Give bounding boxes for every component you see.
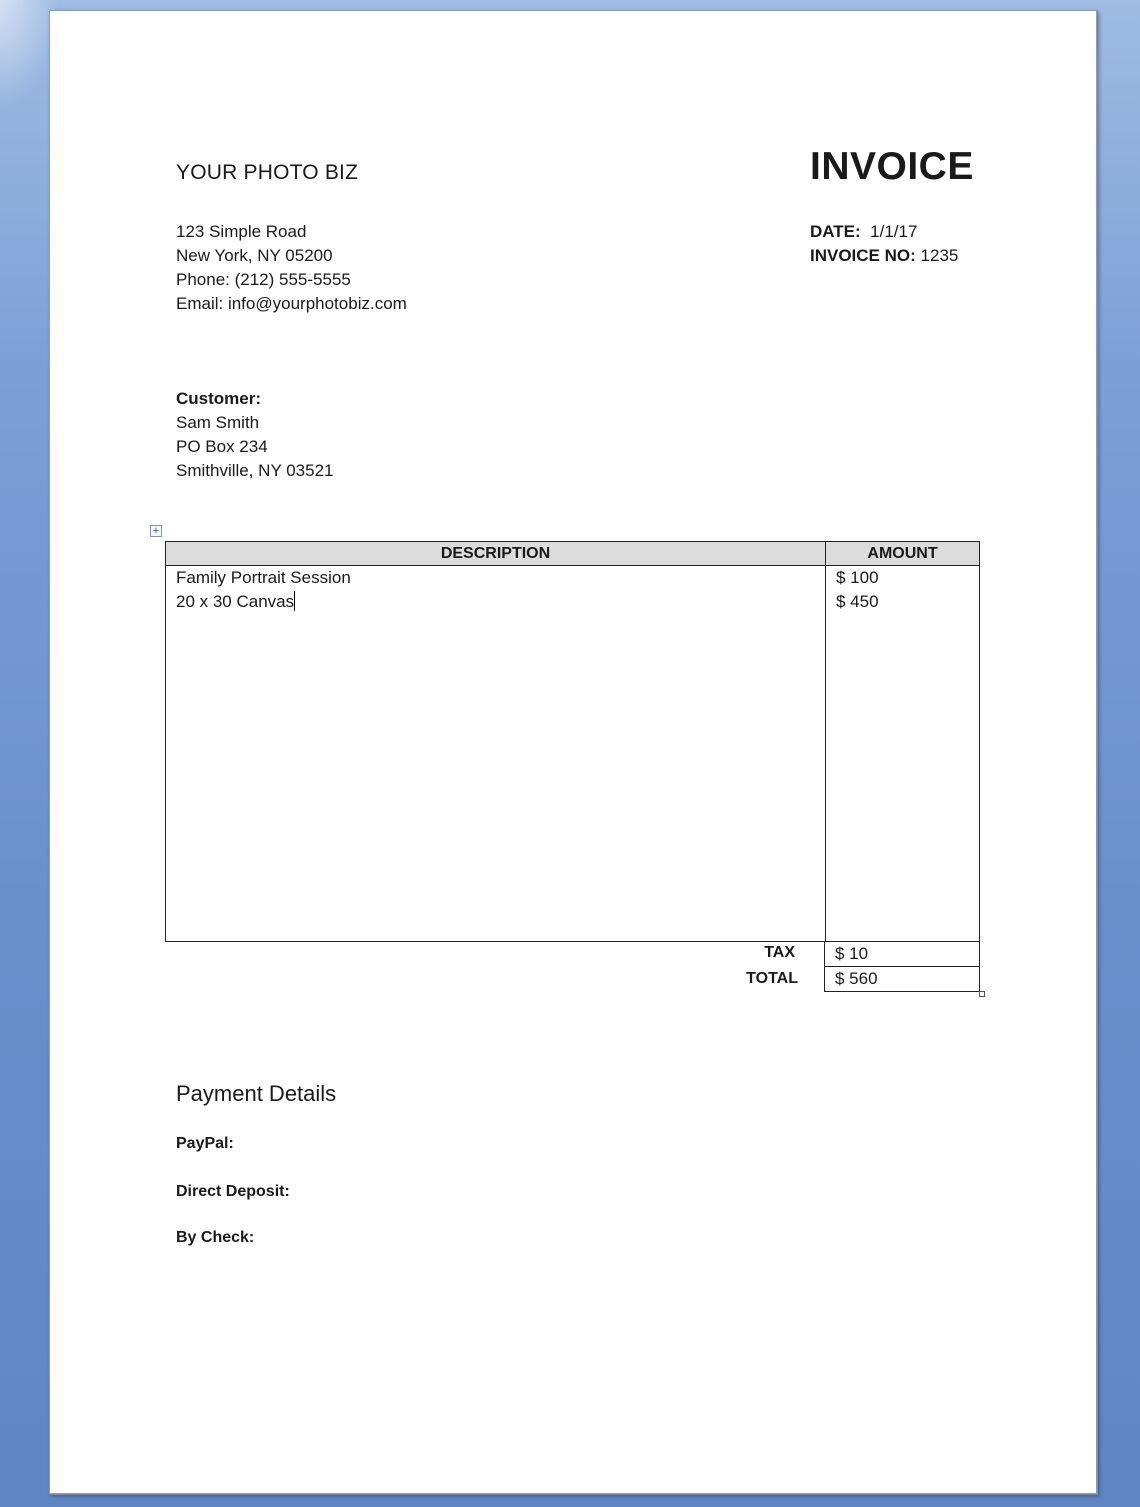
header-description: DESCRIPTION xyxy=(440,545,551,562)
customer-address: PO Box 234 xyxy=(176,437,268,456)
customer-block xyxy=(176,387,334,483)
tax-label: TAX xyxy=(764,944,795,961)
address-street: 123 Simple Road xyxy=(176,222,307,241)
business-email: Email: info@yourphotobiz.com xyxy=(176,294,407,313)
tax-value[interactable]: $ 10 xyxy=(824,941,980,967)
customer-city: Smithville, NY 03521 xyxy=(176,461,334,480)
payment-direct-deposit: Direct Deposit: xyxy=(176,1183,290,1200)
invoice-meta xyxy=(810,220,958,268)
date-label: DATE: xyxy=(810,222,861,241)
customer-name: Sam Smith xyxy=(176,413,260,432)
business-phone: Phone: (212) 555-5555 xyxy=(176,270,351,289)
business-address xyxy=(176,220,407,316)
move-icon[interactable]: + xyxy=(150,525,162,537)
invoice-title: INVOICE xyxy=(810,145,974,188)
invoice-number-value: 1235 xyxy=(920,246,959,265)
date-value: 1/1/17 xyxy=(870,222,918,241)
row-description-text: 20 x 30 Canvas xyxy=(176,592,295,611)
address-city: New York, NY 05200 xyxy=(176,246,333,265)
table-row-amount[interactable]: $ 450 xyxy=(836,592,879,611)
table-row-description[interactable] xyxy=(176,590,295,614)
table-row-amount[interactable]: $ 100 xyxy=(836,568,879,587)
invoice-number-label: INVOICE NO: xyxy=(810,246,916,265)
document-page[interactable] xyxy=(49,10,1097,1494)
text-cursor xyxy=(294,591,295,611)
resize-handle-icon[interactable] xyxy=(979,991,985,997)
invoice-date xyxy=(810,220,958,244)
customer-label: Customer: xyxy=(176,389,262,408)
total-label: TOTAL xyxy=(746,970,798,987)
table-row-description[interactable]: Family Portrait Session xyxy=(176,568,351,587)
payment-by-check: By Check: xyxy=(176,1229,255,1246)
column-divider xyxy=(825,542,826,941)
invoice-number xyxy=(810,244,958,268)
payment-details-title: Payment Details xyxy=(176,1081,337,1106)
header-amount: AMOUNT xyxy=(867,545,938,562)
business-name: YOUR PHOTO BIZ xyxy=(176,161,359,184)
line-items-table xyxy=(165,541,980,942)
total-value[interactable]: $ 560 xyxy=(824,966,980,992)
payment-paypal: PayPal: xyxy=(176,1135,234,1152)
